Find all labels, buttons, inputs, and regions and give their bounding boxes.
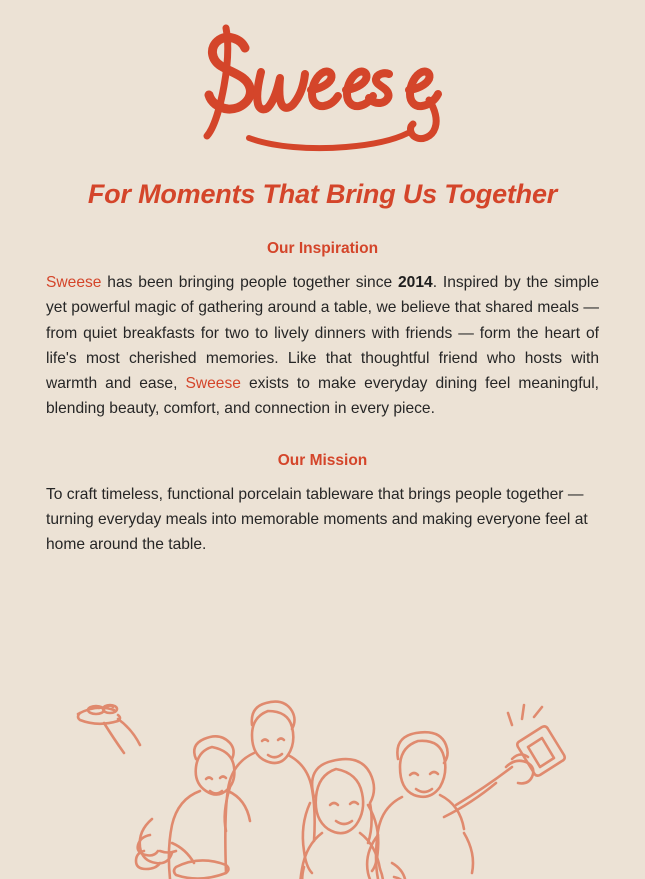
mission-paragraph: To craft timeless, functional porcelain tableware that brings people together — turning everyday meals into memorable moments and making everyone feel at home around the table. [46,485,588,553]
section-heading-inspiration: Our Inspiration [266,240,379,257]
content-area [0,240,645,557]
page-tagline: For Moments That Bring Us Together [87,179,558,209]
inspiration-text-a: has been bringing people together since [101,274,398,291]
inspiration-text-b: . Inspired by the simple yet powerful magic of gathering around a table, we believe that shared meals — from quiet breakfasts for two to lively dinners with friends — form the heart of life's most cherished memories. Like that thoughtful friend who hosts with warmth and ease, [46,274,599,392]
founding-year: 2014 [398,274,433,291]
brand-mention: Sweese [46,274,102,291]
inspiration-paragraph [46,270,599,422]
group-of-friends-line-art-icon [0,619,645,879]
inspiration-text-c: exists to make everyday dining feel meaningful, blending beauty, comfort, and connection in every piece. [46,375,599,418]
brand-mention-2: Sweese [185,375,241,392]
section-heading-mission: Our Mission [277,451,368,469]
brand-logo [0,0,645,157]
sweese-script-wordmark-icon [183,22,463,157]
